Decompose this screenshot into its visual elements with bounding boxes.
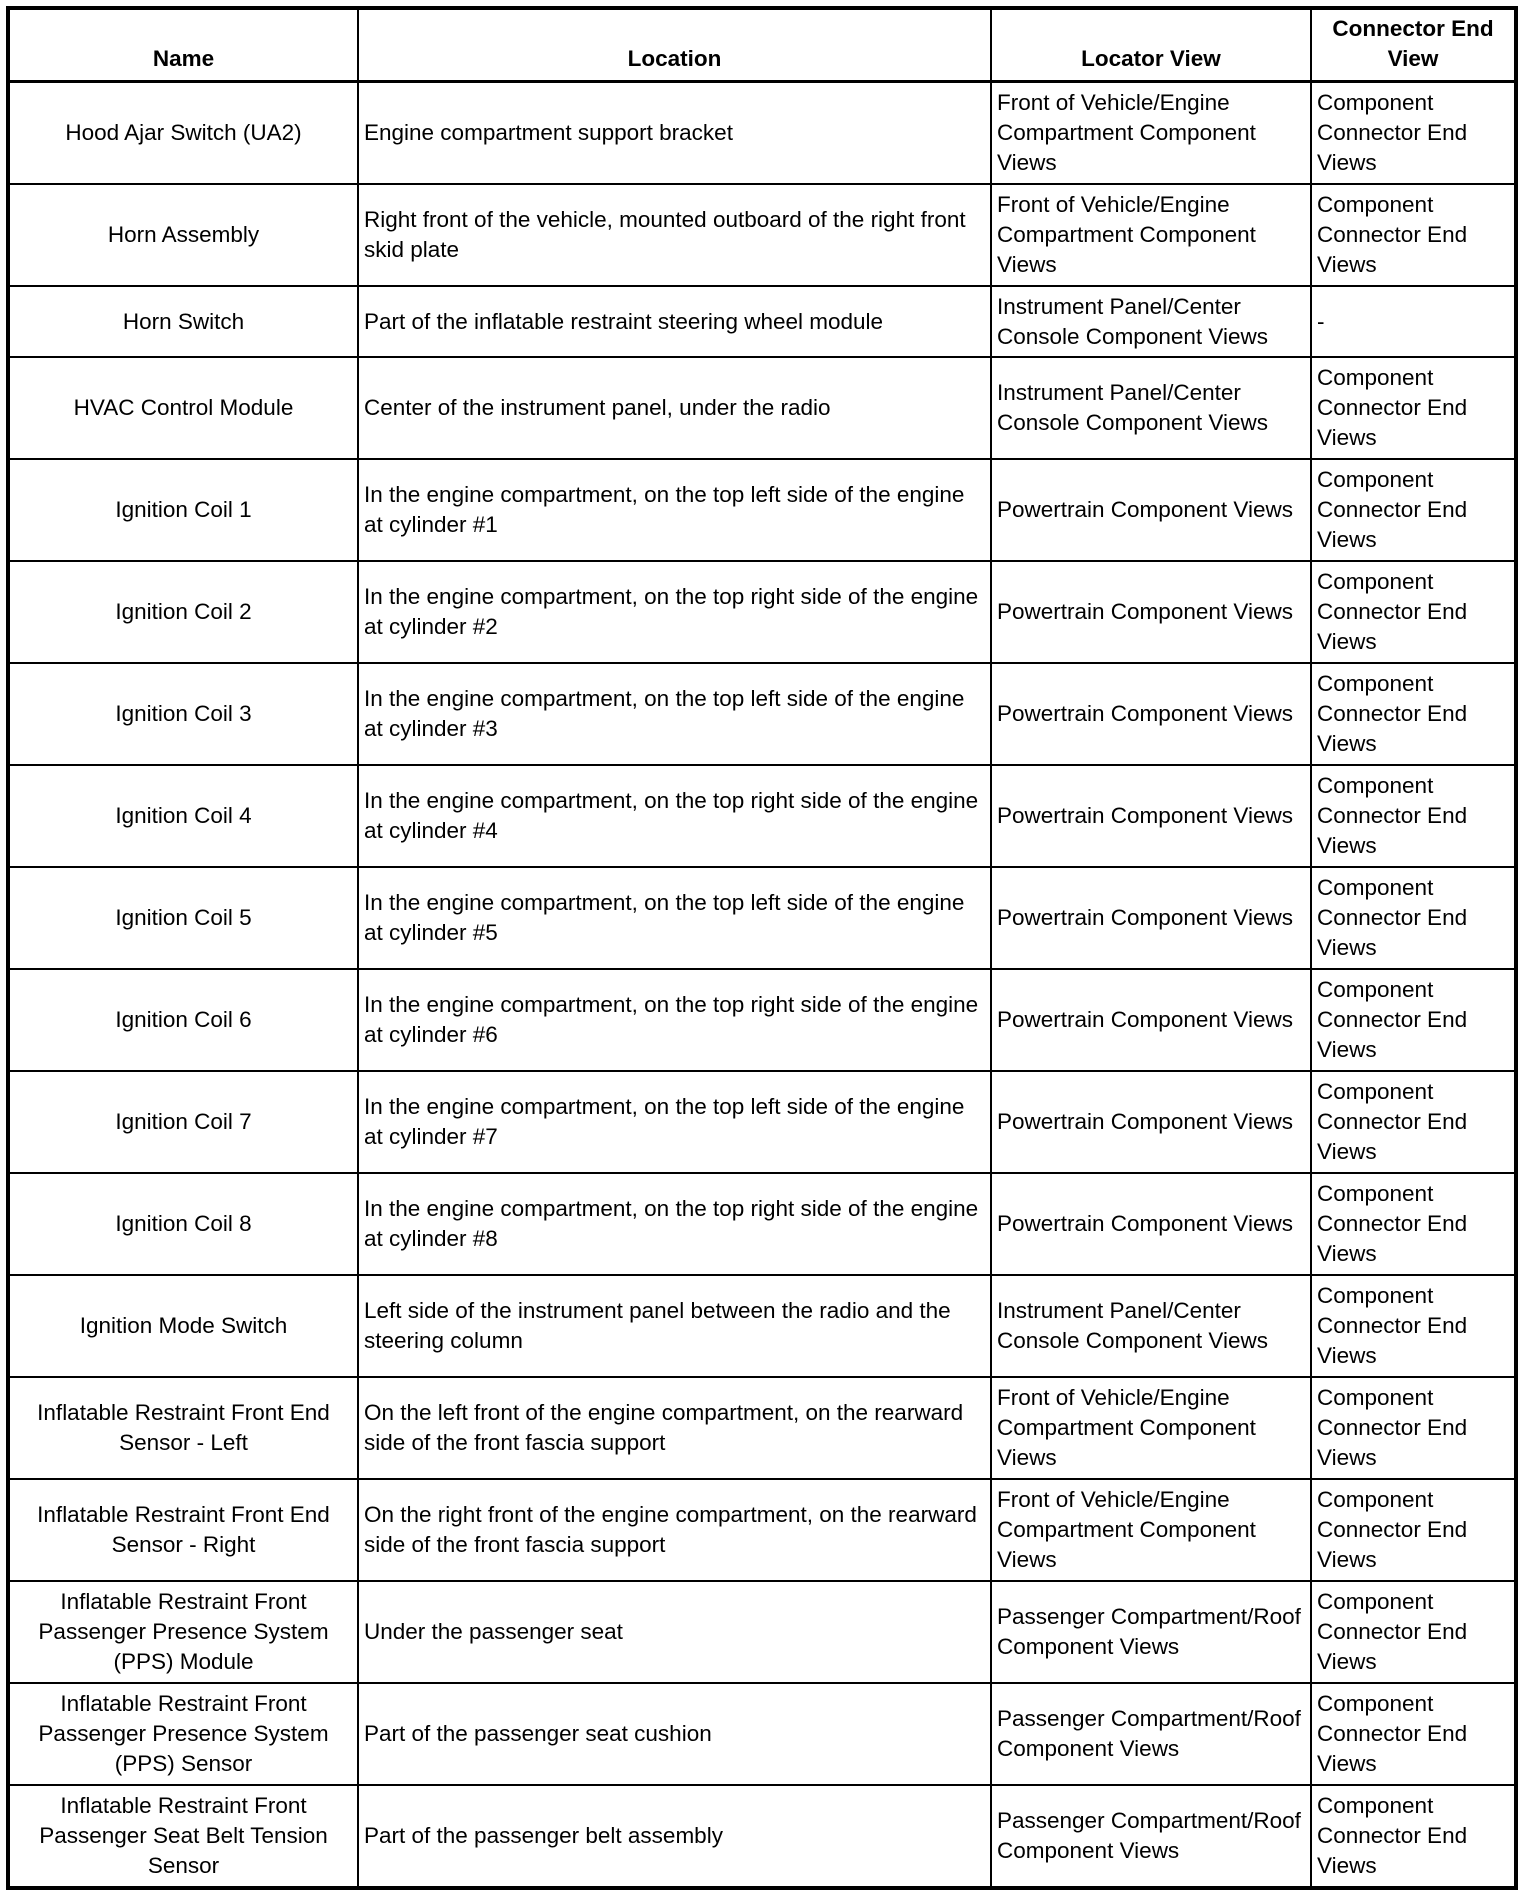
table-row bbox=[8, 867, 1516, 969]
cell-connector-end-view: Component Connector End Views bbox=[1311, 1275, 1516, 1377]
cell-locator-view: Passenger Compartment/Roof Component Views bbox=[991, 1581, 1311, 1683]
cell-locator-view: Powertrain Component Views bbox=[991, 1173, 1311, 1275]
cell-name: Ignition Coil 4 bbox=[8, 765, 358, 867]
cell-locator-view: Powertrain Component Views bbox=[991, 1071, 1311, 1173]
cell-name: Ignition Mode Switch bbox=[8, 1275, 358, 1377]
cell-name: Ignition Coil 3 bbox=[8, 663, 358, 765]
cell-name: Ignition Coil 2 bbox=[8, 561, 358, 663]
cell-name: Ignition Coil 6 bbox=[8, 969, 358, 1071]
cell-name: Inflatable Restraint Front End Sensor - Left bbox=[8, 1377, 358, 1479]
table-row bbox=[8, 1581, 1516, 1683]
cell-name: Ignition Coil 1 bbox=[8, 459, 358, 561]
cell-name: Inflatable Restraint Front End Sensor - Right bbox=[8, 1479, 358, 1581]
cell-location: In the engine compartment, on the top left side of the engine at cylinder #3 bbox=[358, 663, 991, 765]
table-row bbox=[8, 459, 1516, 561]
cell-name: Inflatable Restraint Front Passenger Seat Belt Tension Sensor bbox=[8, 1785, 358, 1888]
cell-locator-view: Front of Vehicle/Engine Compartment Component Views bbox=[991, 82, 1311, 185]
header-row bbox=[8, 8, 1516, 82]
cell-location: Part of the inflatable restraint steering wheel module bbox=[358, 286, 991, 357]
cell-name: Horn Switch bbox=[8, 286, 358, 357]
cell-locator-view: Front of Vehicle/Engine Compartment Component Views bbox=[991, 1479, 1311, 1581]
table-row bbox=[8, 969, 1516, 1071]
cell-name: Hood Ajar Switch (UA2) bbox=[8, 82, 358, 185]
cell-connector-end-view: Component Connector End Views bbox=[1311, 1377, 1516, 1479]
cell-location: On the right front of the engine compartment, on the rearward side of the front fascia support bbox=[358, 1479, 991, 1581]
cell-name: Horn Assembly bbox=[8, 184, 358, 286]
cell-name: Ignition Coil 7 bbox=[8, 1071, 358, 1173]
cell-connector-end-view: Component Connector End Views bbox=[1311, 1173, 1516, 1275]
table-row bbox=[8, 286, 1516, 357]
cell-connector-end-view: Component Connector End Views bbox=[1311, 765, 1516, 867]
cell-connector-end-view: Component Connector End Views bbox=[1311, 1479, 1516, 1581]
table-row bbox=[8, 1275, 1516, 1377]
table-row bbox=[8, 82, 1516, 185]
cell-connector-end-view: Component Connector End Views bbox=[1311, 969, 1516, 1071]
header-name: Name bbox=[8, 8, 358, 82]
cell-connector-end-view: - bbox=[1311, 286, 1516, 357]
cell-connector-end-view: Component Connector End Views bbox=[1311, 1071, 1516, 1173]
table-row bbox=[8, 765, 1516, 867]
cell-locator-view: Instrument Panel/Center Console Component Views bbox=[991, 286, 1311, 357]
table-row bbox=[8, 1377, 1516, 1479]
cell-location: On the left front of the engine compartment, on the rearward side of the front fascia support bbox=[358, 1377, 991, 1479]
cell-name: Ignition Coil 8 bbox=[8, 1173, 358, 1275]
table-row bbox=[8, 184, 1516, 286]
cell-location: In the engine compartment, on the top left side of the engine at cylinder #1 bbox=[358, 459, 991, 561]
cell-connector-end-view: Component Connector End Views bbox=[1311, 184, 1516, 286]
table-row bbox=[8, 663, 1516, 765]
cell-connector-end-view: Component Connector End Views bbox=[1311, 663, 1516, 765]
table-row bbox=[8, 561, 1516, 663]
cell-locator-view: Front of Vehicle/Engine Compartment Component Views bbox=[991, 1377, 1311, 1479]
cell-location: Left side of the instrument panel between the radio and the steering column bbox=[358, 1275, 991, 1377]
cell-locator-view: Powertrain Component Views bbox=[991, 867, 1311, 969]
cell-connector-end-view: Component Connector End Views bbox=[1311, 561, 1516, 663]
table-row bbox=[8, 1785, 1516, 1888]
table-row bbox=[8, 1479, 1516, 1581]
cell-connector-end-view: Component Connector End Views bbox=[1311, 1581, 1516, 1683]
cell-name: Ignition Coil 5 bbox=[8, 867, 358, 969]
cell-locator-view: Instrument Panel/Center Console Component Views bbox=[991, 1275, 1311, 1377]
cell-location: Part of the passenger seat cushion bbox=[358, 1683, 991, 1785]
cell-location: In the engine compartment, on the top right side of the engine at cylinder #8 bbox=[358, 1173, 991, 1275]
cell-location: In the engine compartment, on the top right side of the engine at cylinder #2 bbox=[358, 561, 991, 663]
cell-location: In the engine compartment, on the top left side of the engine at cylinder #7 bbox=[358, 1071, 991, 1173]
cell-location: In the engine compartment, on the top right side of the engine at cylinder #4 bbox=[358, 765, 991, 867]
cell-connector-end-view: Component Connector End Views bbox=[1311, 459, 1516, 561]
cell-locator-view: Front of Vehicle/Engine Compartment Component Views bbox=[991, 184, 1311, 286]
cell-location: Part of the passenger belt assembly bbox=[358, 1785, 991, 1888]
cell-locator-view: Powertrain Component Views bbox=[991, 561, 1311, 663]
cell-location: Engine compartment support bracket bbox=[358, 82, 991, 185]
cell-locator-view: Powertrain Component Views bbox=[991, 969, 1311, 1071]
table-row bbox=[8, 1173, 1516, 1275]
header-location: Location bbox=[358, 8, 991, 82]
cell-location: Under the passenger seat bbox=[358, 1581, 991, 1683]
cell-location: In the engine compartment, on the top right side of the engine at cylinder #6 bbox=[358, 969, 991, 1071]
cell-locator-view: Passenger Compartment/Roof Component Views bbox=[991, 1683, 1311, 1785]
table-row bbox=[8, 1683, 1516, 1785]
table-row bbox=[8, 357, 1516, 459]
cell-location: Right front of the vehicle, mounted outboard of the right front skid plate bbox=[358, 184, 991, 286]
cell-locator-view: Passenger Compartment/Roof Component Views bbox=[991, 1785, 1311, 1888]
cell-locator-view: Powertrain Component Views bbox=[991, 765, 1311, 867]
cell-connector-end-view: Component Connector End Views bbox=[1311, 867, 1516, 969]
cell-connector-end-view: Component Connector End Views bbox=[1311, 357, 1516, 459]
cell-location: Center of the instrument panel, under the radio bbox=[358, 357, 991, 459]
table-row bbox=[8, 1071, 1516, 1173]
cell-name: Inflatable Restraint Front Passenger Presence System (PPS) Module bbox=[8, 1581, 358, 1683]
cell-locator-view: Instrument Panel/Center Console Component Views bbox=[991, 357, 1311, 459]
cell-connector-end-view: Component Connector End Views bbox=[1311, 82, 1516, 185]
cell-connector-end-view: Component Connector End Views bbox=[1311, 1785, 1516, 1888]
cell-name: Inflatable Restraint Front Passenger Presence System (PPS) Sensor bbox=[8, 1683, 358, 1785]
cell-locator-view: Powertrain Component Views bbox=[991, 663, 1311, 765]
header-locator-view: Locator View bbox=[991, 8, 1311, 82]
cell-name: HVAC Control Module bbox=[8, 357, 358, 459]
cell-location: In the engine compartment, on the top left side of the engine at cylinder #5 bbox=[358, 867, 991, 969]
cell-locator-view: Powertrain Component Views bbox=[991, 459, 1311, 561]
component-locator-table bbox=[6, 6, 1518, 1890]
header-connector-end-view: Connector End View bbox=[1311, 8, 1516, 82]
cell-connector-end-view: Component Connector End Views bbox=[1311, 1683, 1516, 1785]
